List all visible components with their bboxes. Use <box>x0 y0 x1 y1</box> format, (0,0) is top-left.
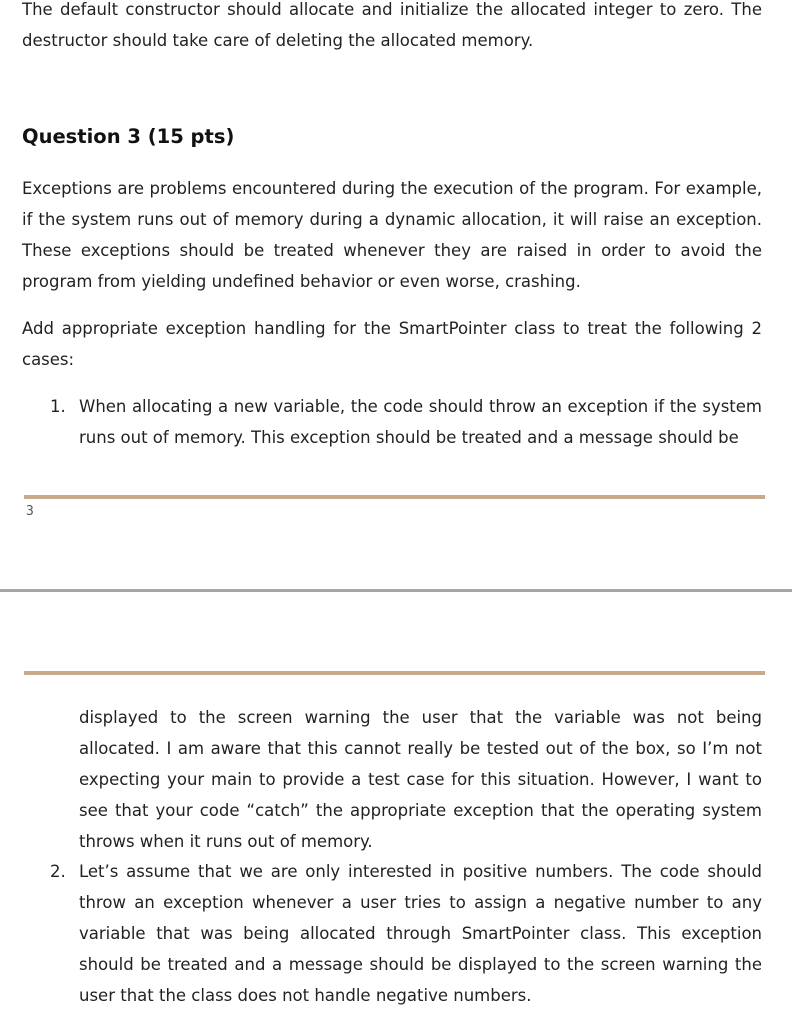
list-item-text: displayed to the screen warning the user that the variable was not being allocated. I am aware that this cannot really be tested out of the box, so I’m not expecting your main to provide a test case for this situation. However, I want to see that your code “catch” the appropriate exception that the operating system throws when it runs out of memory. <box>79 708 762 851</box>
list-number: 1. <box>50 397 66 416</box>
question-heading: Question 3 (15 pts) <box>22 125 235 148</box>
list-number: 2. <box>50 862 66 881</box>
document-page-bottom <box>0 592 792 1024</box>
list-item-text: When allocating a new variable, the code should throw an exception if the system runs out of memory. This exception should be treated and a message should be <box>79 397 762 447</box>
instructions-paragraph: Add appropriate exception handling for the SmartPointer class to treat the following 2 cases: <box>22 319 762 369</box>
footer-rule <box>24 495 765 499</box>
intro-paragraph: The default constructor should allocate and initialize the allocated integer to zero. The destructor should take care of deleting the allocated memory. <box>22 0 762 50</box>
page-footer-mark: 3 <box>26 504 34 519</box>
header-rule <box>24 671 765 675</box>
list-item-text: Let’s assume that we are only interested in positive numbers. The code should throw an exception whenever a user tries to assign a negative number to any variable that was being allocated through SmartPointer class. This exception should be treated and a message should be displayed to the screen warning the user that the class does not handle negative numbers. <box>79 862 762 1005</box>
exceptions-paragraph: Exceptions are problems encountered during the execution of the program. For example, if the system runs out of memory during a dynamic allocation, it will raise an exception. These exceptions should be treated whenever they are raised in order to avoid the program from yielding undefined behavior or even worse, crashing. <box>22 179 762 291</box>
